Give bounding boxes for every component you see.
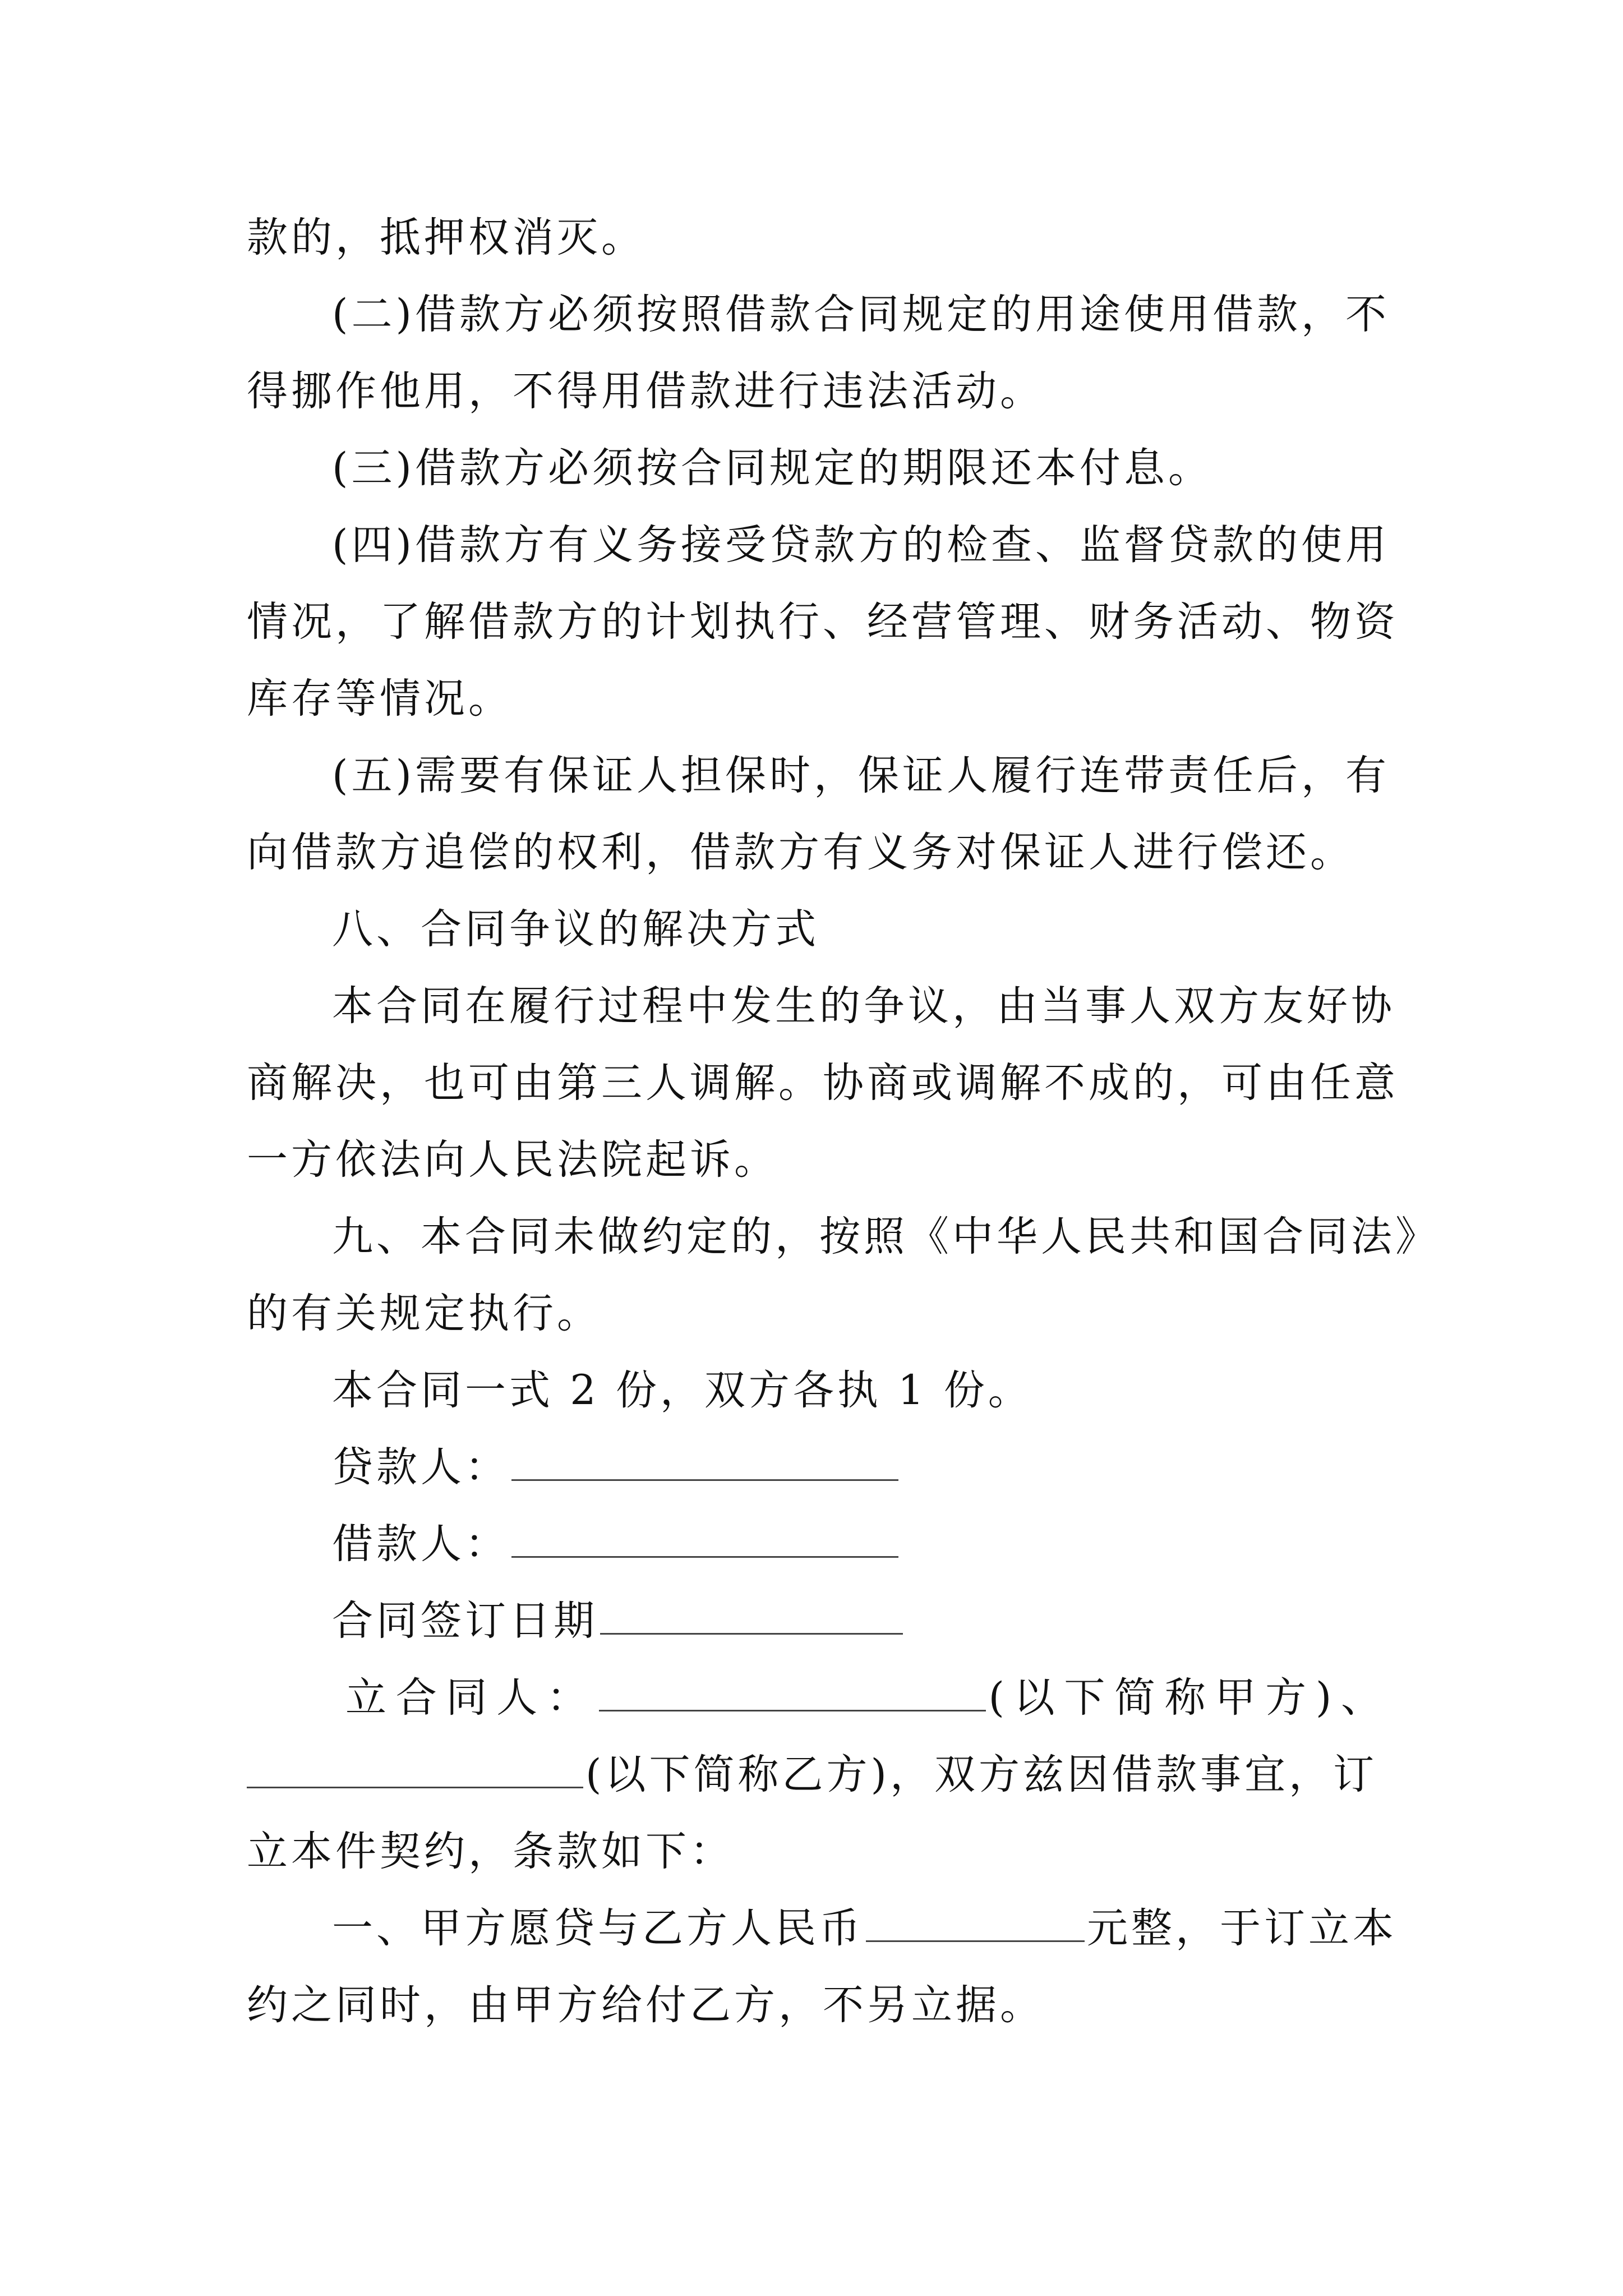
- party-b-line: [247, 1736, 1385, 1813]
- signing-date-label: 合同签订日期: [332, 1597, 598, 1645]
- paragraph-line: 立本件契约，条款如下：: [247, 1828, 734, 1875]
- paragraph-line: 约之同时，由甲方给付乙方，不另立据。: [247, 1981, 1044, 2029]
- paragraph-line: 一方依法向人民法院起诉。: [247, 1136, 778, 1184]
- signing-date-line: [247, 1582, 1385, 1659]
- party-label: 立合同人：: [345, 1674, 597, 1722]
- paragraph-line: 向借款方追偿的权利，借款方有义务对保证人进行偿还。: [247, 829, 1354, 876]
- paragraph-line: (四)借款方有义务接受贷款方的检查、监督贷款的使用: [332, 521, 1390, 569]
- lender-signature-line: [247, 1429, 1385, 1506]
- paragraph-line: 九、本合同未做约定的，按照《中华人民共和国合同法》: [332, 1213, 1440, 1260]
- lender-label: 贷款人：: [332, 1443, 509, 1491]
- paragraph-line: (二)借款方必须按照借款合同规定的用途使用借款，不: [332, 291, 1390, 338]
- clause-1-line: [247, 1890, 1397, 1967]
- section-heading: 八、合同争议的解决方式: [332, 905, 819, 953]
- party-b-suffix: (以下简称乙方)，双方兹因借款事宜，订: [585, 1751, 1377, 1798]
- signing-date-blank: [600, 1598, 903, 1635]
- paragraph-line: 情况，了解借款方的计划执行、经营管理、财务活动、物资: [247, 598, 1399, 646]
- paragraph-line: 商解决，也可由第三人调解。协商或调解不成的，可由任意: [247, 1059, 1399, 1107]
- party-a-blank: [599, 1675, 986, 1711]
- paragraph-line: 库存等情况。: [247, 675, 513, 723]
- contract-text: [247, 199, 1440, 2044]
- paragraph-line: 的有关规定执行。: [247, 1290, 601, 1337]
- paragraph-line: 本合同在履行过程中发生的争议，由当事人双方友好协: [332, 982, 1395, 1030]
- lender-blank: [511, 1444, 898, 1481]
- paragraph-line: (五)需要有保证人担保时，保证人履行连带责任后，有: [332, 752, 1390, 799]
- paragraph-line: 款的，抵押权消灭。: [247, 214, 645, 261]
- contract-party-line: [247, 1659, 1385, 1736]
- borrower-signature-line: [247, 1506, 1385, 1582]
- borrower-label: 借款人：: [332, 1520, 509, 1568]
- clause-1-prefix: 一、甲方愿贷与乙方人民币: [332, 1904, 864, 1952]
- clause-1-suffix: 元整，于订立本: [1087, 1904, 1397, 1952]
- paragraph-line: (三)借款方必须按合同规定的期限还本付息。: [332, 444, 1212, 492]
- paragraph-line: 得挪作他用，不得用借款进行违法活动。: [247, 367, 1044, 415]
- party-a-suffix: (以下简称甲方)、: [988, 1674, 1385, 1722]
- paragraph-line: 本合同一式 2 份，双方各执 1 份。: [332, 1366, 1032, 1414]
- amount-blank: [866, 1906, 1085, 1942]
- borrower-blank: [511, 1521, 898, 1558]
- party-b-blank: [247, 1752, 583, 1788]
